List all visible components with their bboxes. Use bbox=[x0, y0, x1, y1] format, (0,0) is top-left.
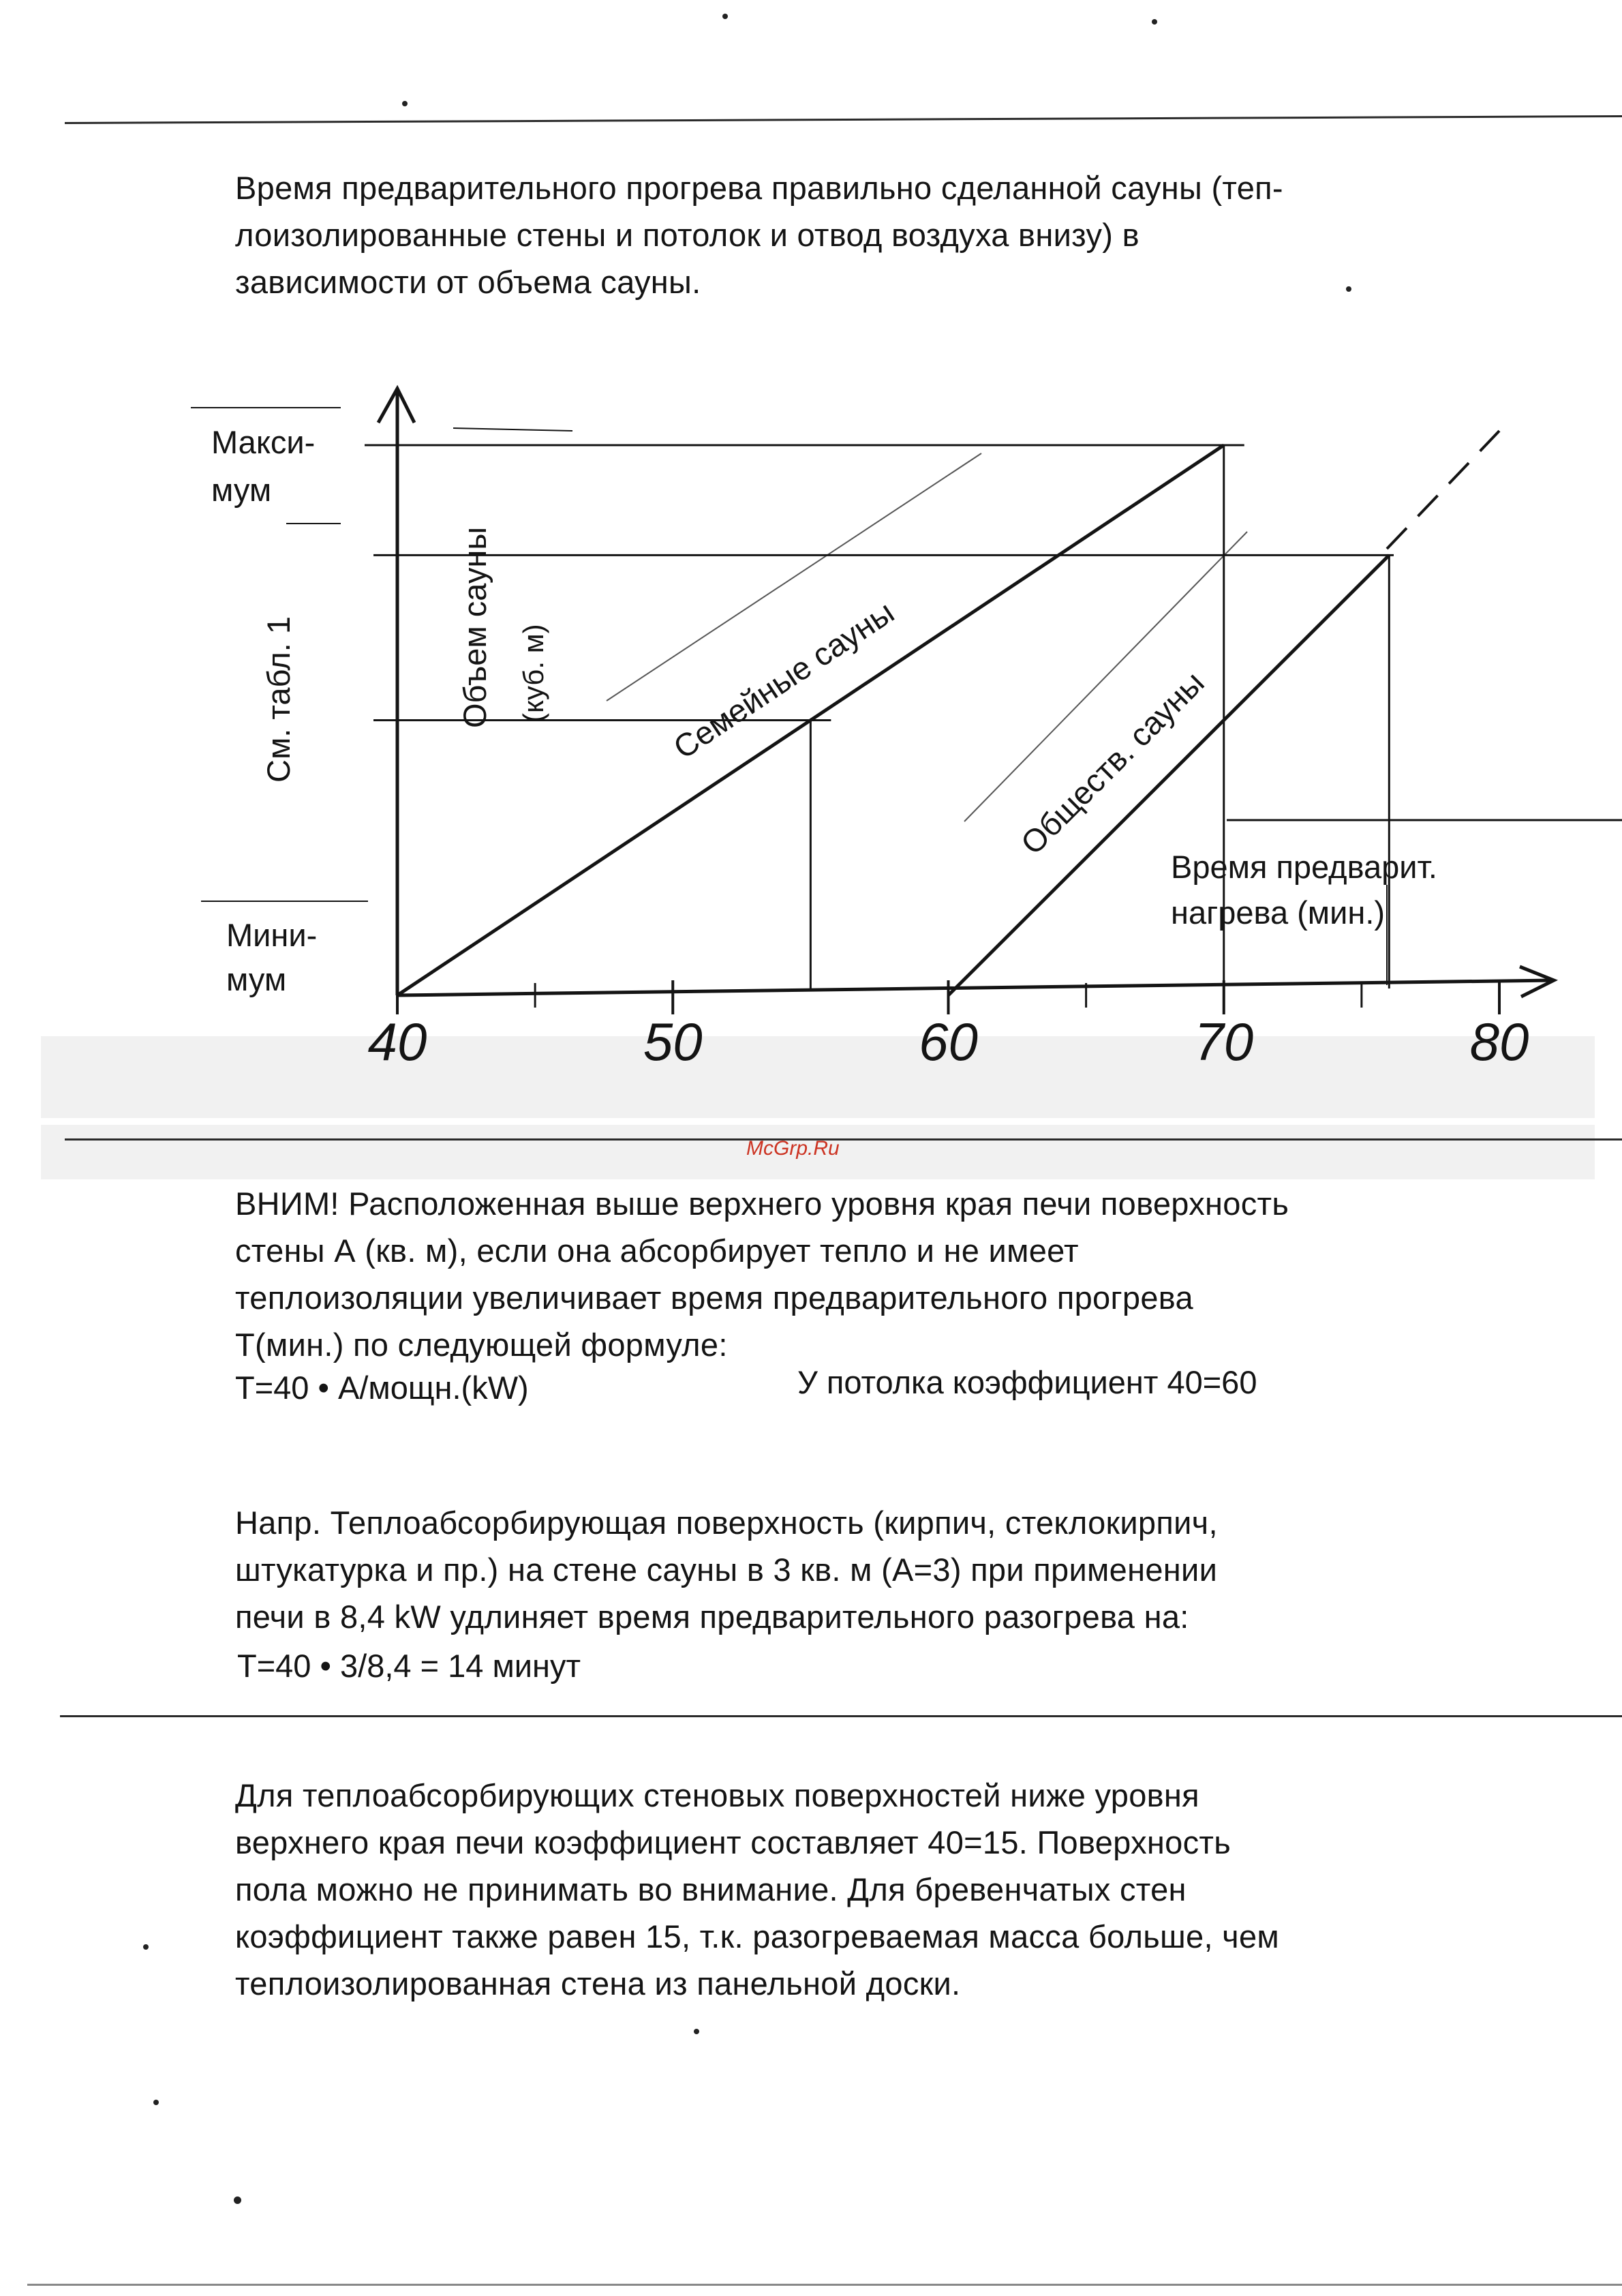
min-level-label-line-1: Мини- bbox=[226, 917, 318, 953]
formula-left: Т=40 • А/мощн.(kW) bbox=[235, 1370, 529, 1406]
watermark: McGrp.Ru bbox=[746, 1137, 840, 1160]
x-tick-label-80: 80 bbox=[1469, 1012, 1529, 1072]
scan-speck bbox=[1346, 286, 1351, 292]
x-tick-label-70: 70 bbox=[1194, 1012, 1254, 1072]
scan-speck bbox=[143, 1944, 149, 1950]
lower-rule bbox=[60, 1715, 1622, 1717]
x-axis bbox=[397, 980, 1554, 995]
formula-right: У потолка коэффициент 40=60 bbox=[797, 1364, 1257, 1400]
note-text: ВНИМ! Расположенная выше верхнего уровня края печи поверхность стены А (кв. м), если она абсорбирует тепло и не имеет теплоизоляции увеличивает время предварительного прогрева Т(мин.) по следующей формуле: bbox=[235, 1185, 1289, 1363]
y-axis-title: Объем сауны bbox=[457, 526, 493, 728]
family-saunas-label: Семейные сауны bbox=[667, 593, 900, 766]
x-axis-label-line-2: нагрева (мин.) bbox=[1171, 894, 1386, 931]
min-level-label-line-2: мум bbox=[226, 961, 287, 997]
public-saunas-extension bbox=[1387, 431, 1499, 549]
example-result: Т=40 • 3/8,4 = 14 минут bbox=[237, 1648, 581, 1684]
preheat-chart bbox=[0, 341, 1622, 1118]
bottom-rule bbox=[27, 2284, 1622, 2286]
closing-paragraph bbox=[235, 1725, 1279, 2054]
intro-paragraph bbox=[235, 117, 1283, 352]
example-text: Напр. Теплоабсорбирующая поверхность (кирпич, стеклокирпич, штукатурка и пр.) на стене сауны в 3 кв. м (А=3) при применении печи в 8,4 kW удлиняет время предварительного разогрева на: bbox=[235, 1505, 1218, 1635]
max-level-label-line-2: мум bbox=[211, 472, 272, 508]
table-reference-label: См. табл. 1 bbox=[260, 616, 296, 783]
x-tick-label-40: 40 bbox=[367, 1012, 427, 1072]
scan-speck bbox=[1152, 19, 1157, 25]
scan-speck bbox=[402, 101, 408, 106]
scan-speck bbox=[234, 2196, 241, 2204]
y-axis-unit: (куб. м) bbox=[517, 624, 549, 723]
x-axis-label-line-1: Время предварит. bbox=[1171, 849, 1437, 885]
x-tick-label-60: 60 bbox=[919, 1012, 978, 1072]
x-tick-label-50: 50 bbox=[643, 1012, 703, 1072]
closing-text: Для теплоабсорбирующих стеновых поверхностей ниже уровня верхнего края печи коэффициент составляет 40=15. Поверхность пола можно не принимать во внимание. Для бревенчатых стен коэффициент также равен 15, т.к. разогреваемая масса больше, чем теплоизолированная стена из панельной доски. bbox=[235, 1777, 1280, 2002]
public-saunas-label: Обществ. сауны bbox=[1013, 664, 1211, 862]
chart-frame bbox=[191, 389, 1622, 997]
scan-speck bbox=[722, 14, 728, 19]
scan-speck bbox=[153, 2100, 159, 2105]
intro-text: Время предварительного прогрева правильно сделанной сауны (теп- лоизолированные стены и потолок и отвод воздуха внизу) в зависимости от объема сауны. bbox=[235, 170, 1283, 300]
max-stub bbox=[453, 428, 572, 431]
max-level-label-line-1: Макси- bbox=[211, 424, 316, 460]
